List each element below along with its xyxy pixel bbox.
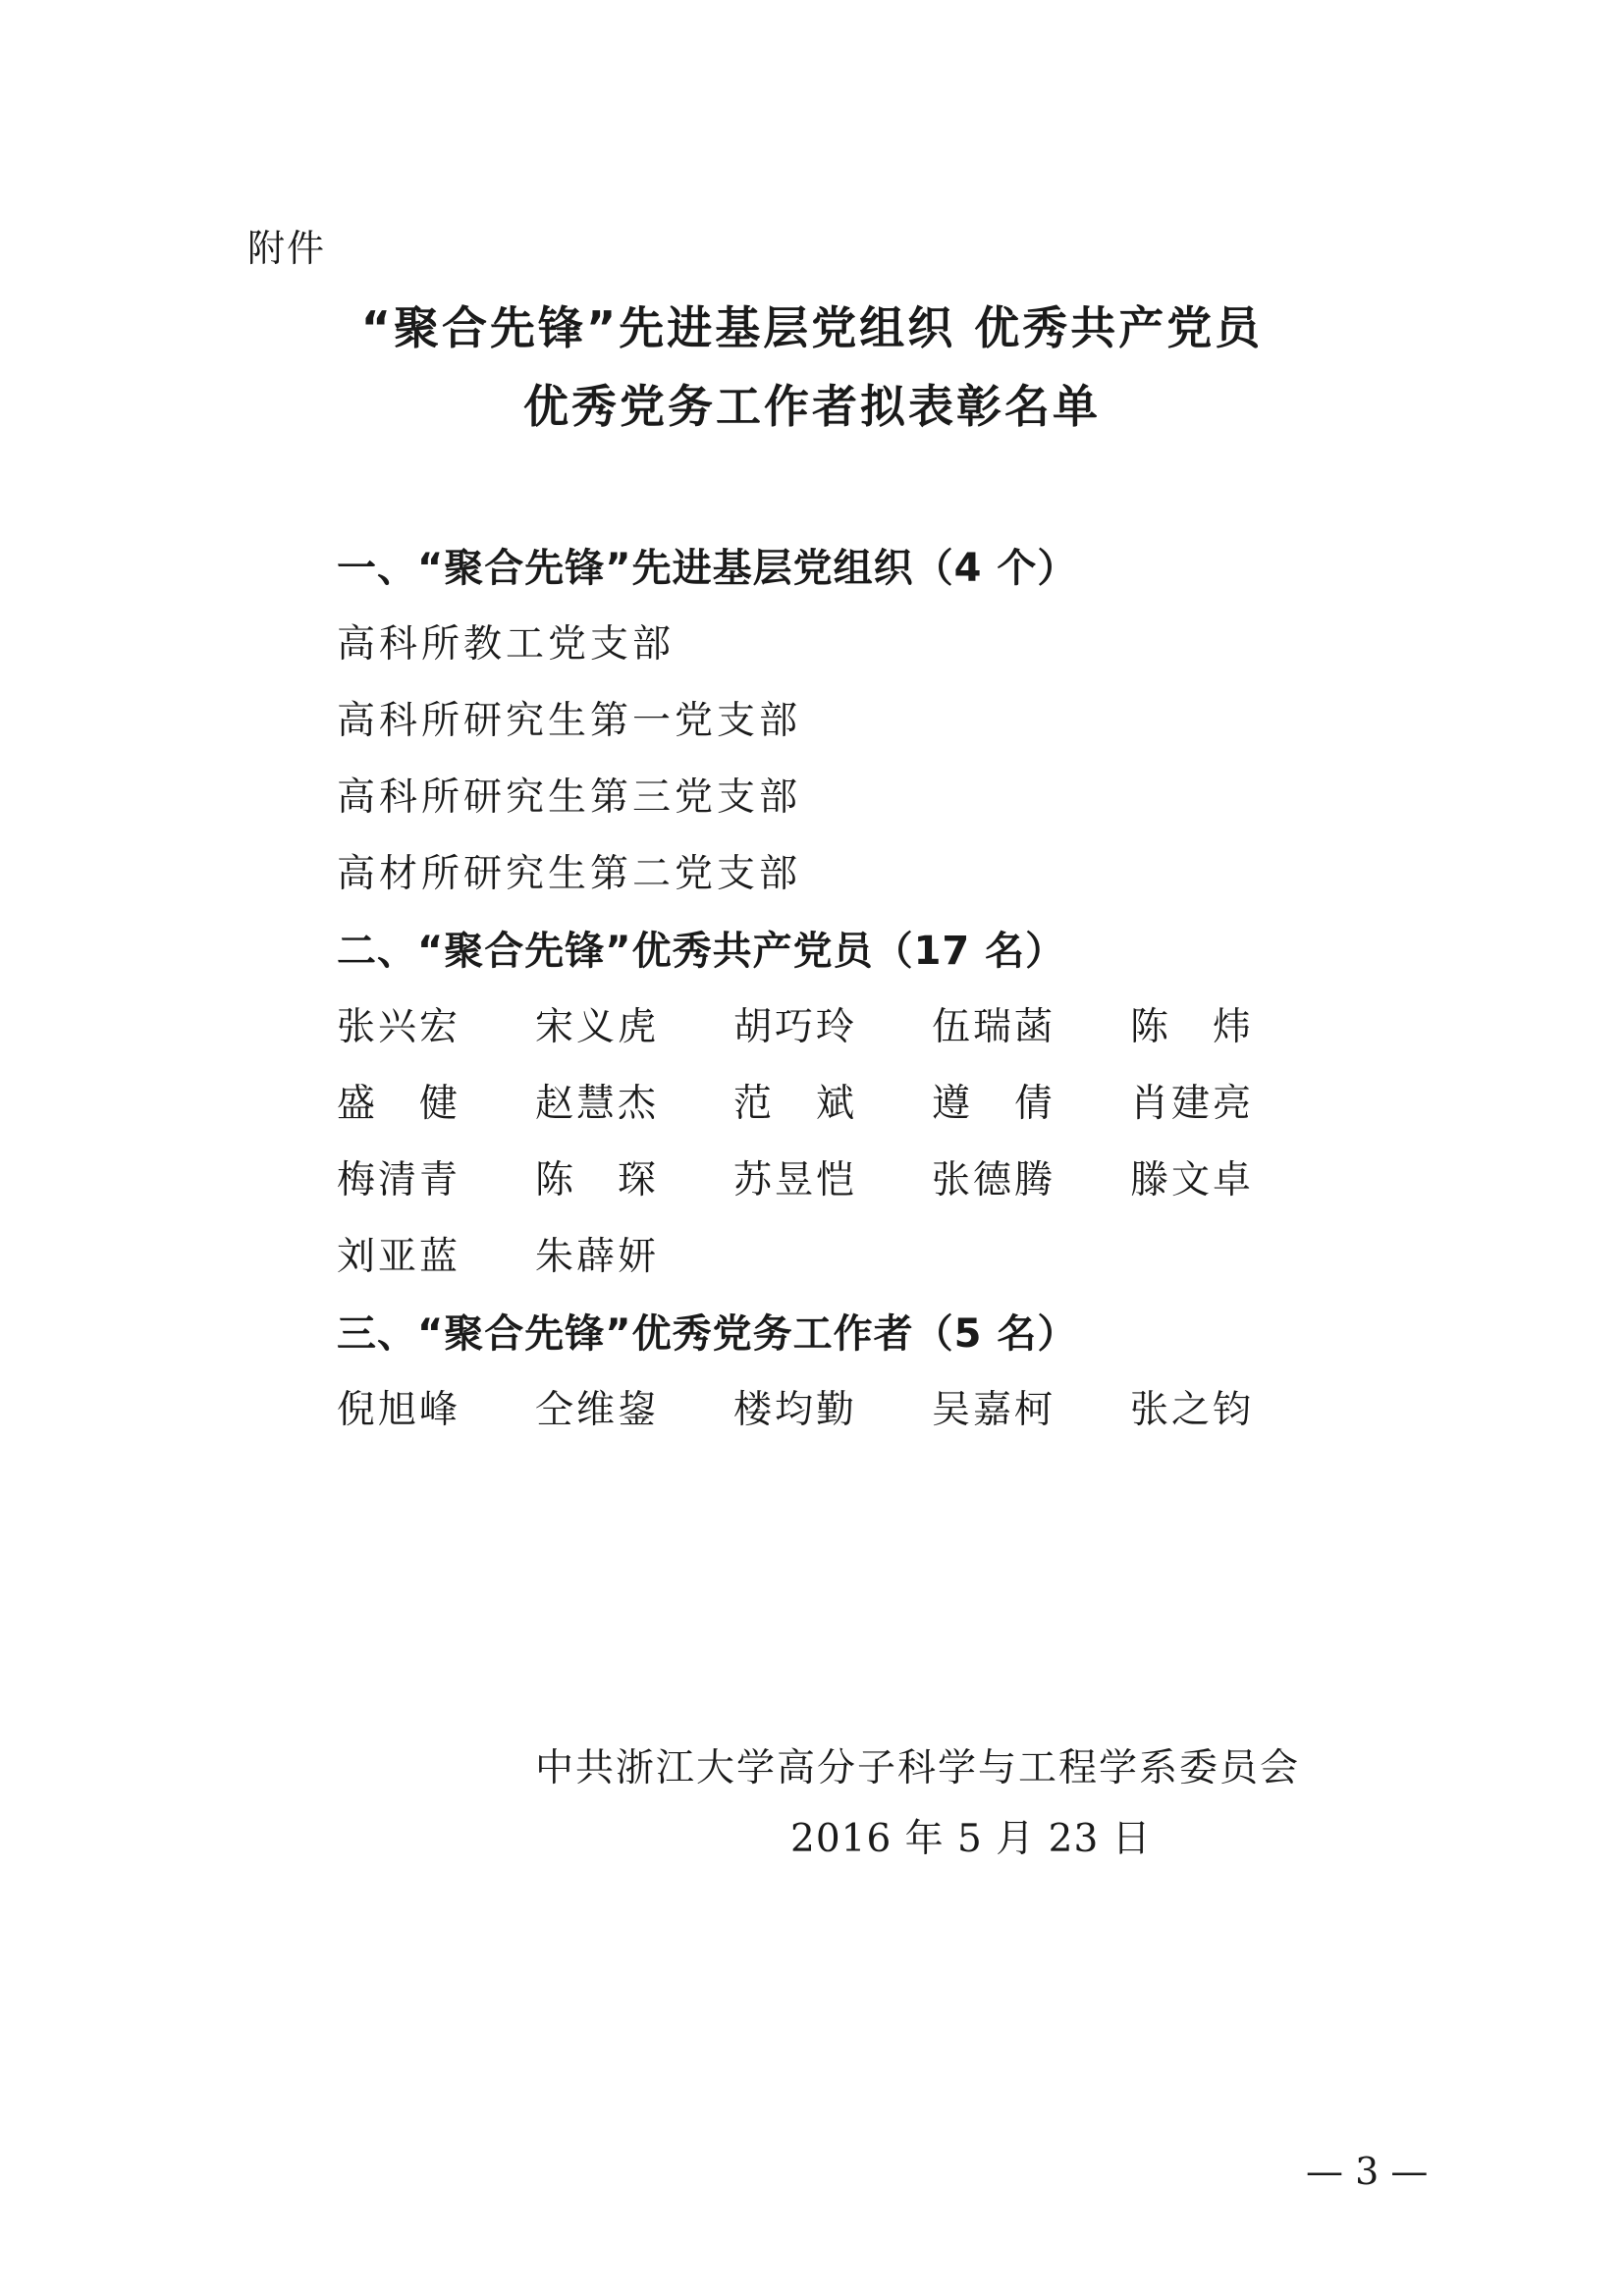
name-cell: 倪旭峰 bbox=[337, 1388, 461, 1432]
title-line-1: “聚合先锋”先进基层党组织 优秀共产党员 bbox=[360, 301, 1264, 354]
name-cell: 宋义虎 bbox=[535, 1005, 660, 1049]
name-cell: 伍瑞菡 bbox=[932, 1005, 1056, 1049]
org-item: 高科所研究生第一党支部 bbox=[337, 699, 802, 743]
name-cell: 梅清青 bbox=[337, 1158, 461, 1202]
name-cell: 吴嘉柯 bbox=[932, 1388, 1056, 1432]
name-cell: 刘亚蓝 bbox=[337, 1235, 461, 1279]
party-member-names bbox=[337, 989, 1417, 1296]
title-line-2: 优秀党务工作者拟表彰名单 bbox=[523, 380, 1101, 433]
name-cell: 盛 健 bbox=[337, 1082, 461, 1126]
name-cell: 张德腾 bbox=[932, 1158, 1056, 1202]
name-cell: 张兴宏 bbox=[337, 1005, 461, 1049]
name-cell: 仝维鋆 bbox=[535, 1388, 660, 1432]
name-cell: 滕文卓 bbox=[1130, 1158, 1255, 1202]
issuer-signature: 中共浙江大学高分子科学与工程学系委员会 bbox=[535, 1746, 1301, 1790]
issue-date: 2016 年 5 月 23 日 bbox=[790, 1817, 1152, 1861]
name-cell: 范 斌 bbox=[733, 1082, 858, 1126]
page-number: — 3 — bbox=[1306, 2150, 1429, 2193]
section-1-heading: 一、“聚合先锋”先进基层党组织（4 个） bbox=[337, 546, 1078, 591]
name-cell: 陈 炜 bbox=[1130, 1005, 1255, 1049]
org-item: 高科所研究生第三党支部 bbox=[337, 775, 802, 820]
org-item: 高材所研究生第二党支部 bbox=[337, 852, 802, 896]
award-list bbox=[337, 530, 1417, 1449]
name-cell: 胡巧玲 bbox=[733, 1005, 858, 1049]
name-cell: 陈 琛 bbox=[535, 1158, 660, 1202]
party-worker-names bbox=[337, 1372, 1417, 1449]
name-cell: 赵慧杰 bbox=[535, 1082, 660, 1126]
name-cell: 遵 倩 bbox=[932, 1082, 1056, 1126]
name-cell: 张之钧 bbox=[1130, 1388, 1255, 1432]
org-item: 高科所教工党支部 bbox=[337, 622, 676, 667]
name-cell: 楼均勤 bbox=[733, 1388, 858, 1432]
name-cell: 朱薜妍 bbox=[535, 1235, 660, 1279]
section-2-heading: 二、“聚合先锋”优秀共产党员（17 名） bbox=[337, 929, 1066, 974]
name-cell: 苏昱恺 bbox=[733, 1158, 858, 1202]
name-cell: 肖建亮 bbox=[1130, 1082, 1255, 1126]
section-3-heading: 三、“聚合先锋”优秀党务工作者（5 名） bbox=[337, 1311, 1078, 1357]
attachment-label: 附件 bbox=[247, 227, 327, 270]
